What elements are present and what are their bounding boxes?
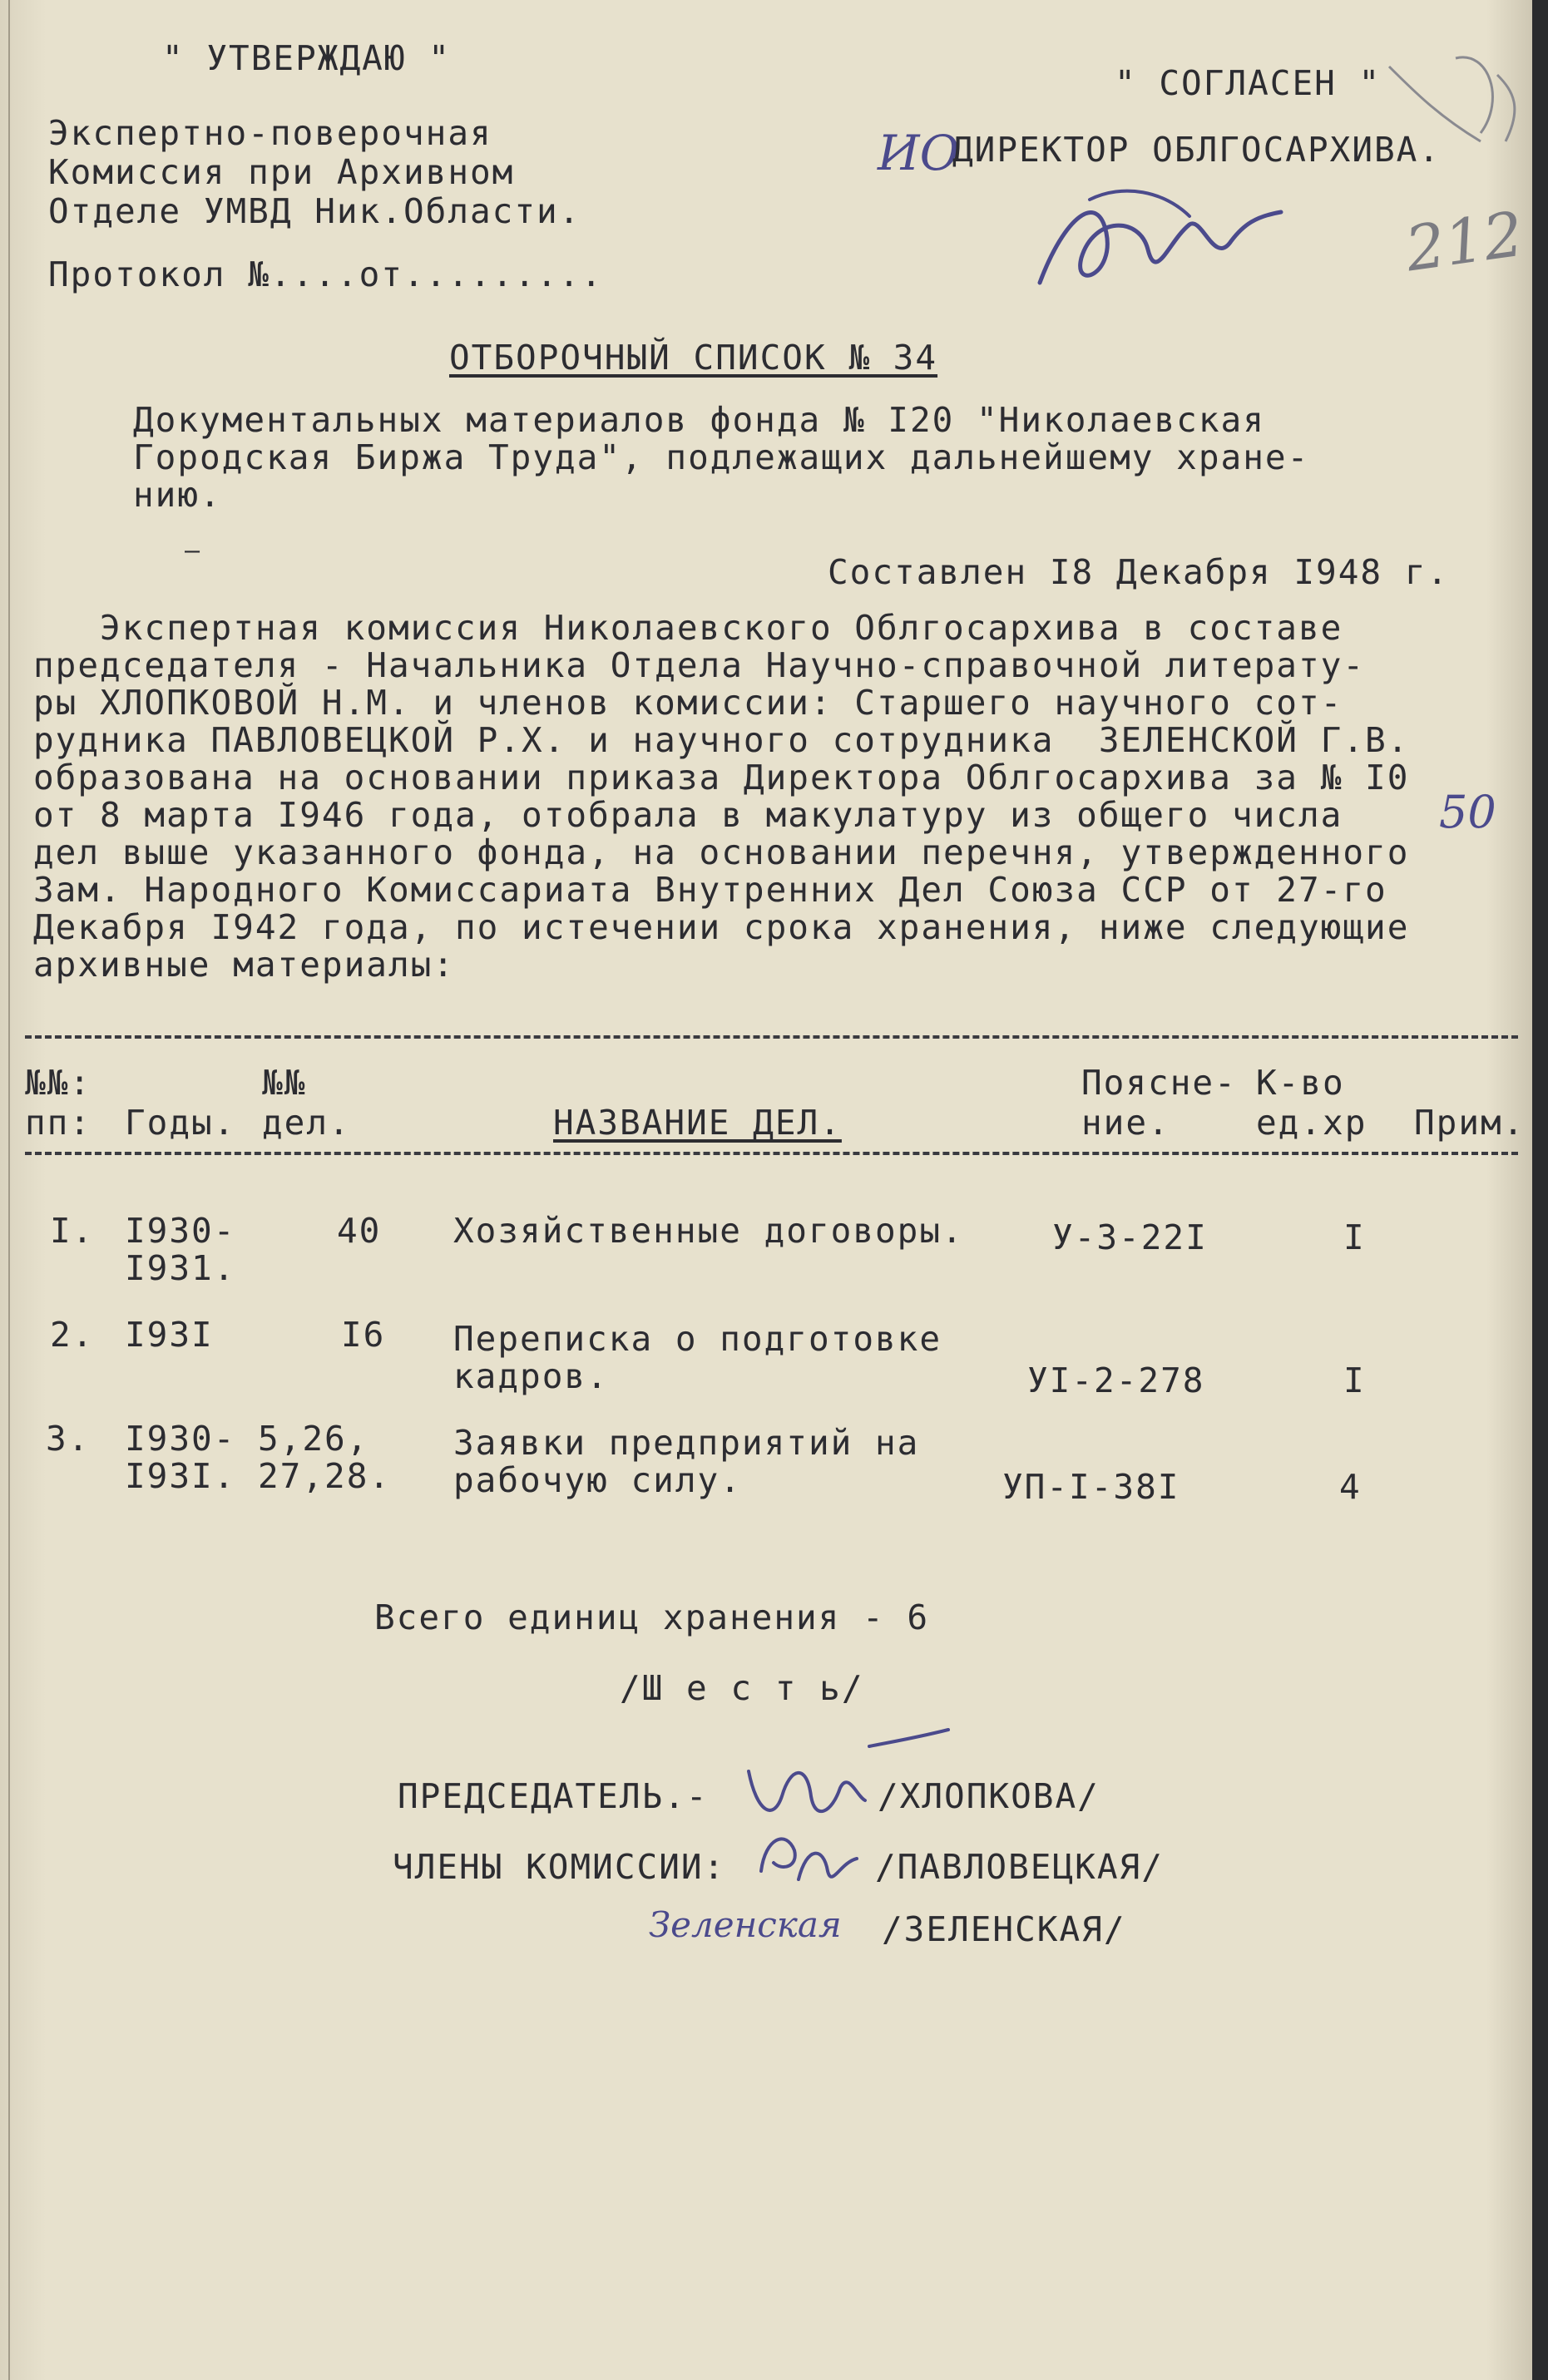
row2-case-no: I6 (341, 1315, 386, 1355)
row2-num: 2. (50, 1315, 95, 1355)
body-line-2: председателя - Начальника Отдела Научно-справочной литерату- (33, 645, 1366, 685)
table-header-rule (25, 1152, 1518, 1155)
header-num-2: пп: (25, 1103, 92, 1143)
row2-name-1: Переписка о подготовке (453, 1319, 942, 1359)
member2-handwritten-signature: Зеленская (649, 1904, 842, 1945)
dash-mark: — (185, 536, 202, 565)
chairman-name: /ХЛОПКОВА/ (878, 1776, 1100, 1816)
body-line-10: архивные материалы: (33, 945, 455, 985)
date-line: Составлен I8 Декабря I948 г. (828, 552, 1450, 592)
total-words: /Ш е с т ь/ (620, 1668, 864, 1708)
row3-name-2: рабочую силу. (453, 1460, 742, 1500)
header-case-no-1: №№ (262, 1063, 307, 1103)
member1-signature (749, 1813, 865, 1904)
director-signature (1023, 166, 1298, 316)
subtitle-line-2: Городская Биржа Труда", подлежащих дальнейшему хране- (133, 437, 1310, 477)
header-note-1: Поясне- (1081, 1063, 1237, 1103)
table-top-rule (25, 1035, 1518, 1039)
approve-org-line-1: Экспертно-поверочная (48, 113, 492, 153)
row2-qty: I (1343, 1360, 1366, 1400)
approve-org-line-2: Комиссия при Архивном (48, 152, 515, 192)
chairman-label: ПРЕДСЕДАТЕЛЬ.- (398, 1776, 709, 1816)
header-qty-2: ед.хр (1256, 1103, 1367, 1143)
row3-years-1: I930- (125, 1419, 236, 1459)
row1-num: I. (50, 1211, 95, 1251)
header-qty-1: К-во (1256, 1063, 1345, 1103)
approve-title: " УТВЕРЖДАЮ " (162, 38, 451, 78)
row3-note: УП-I-38I (1002, 1467, 1180, 1507)
header-remark: Прим. (1414, 1103, 1526, 1143)
handwritten-count: 50 (1439, 786, 1496, 838)
body-line-8: Зам. Народного Комиссариата Внутренних Дел Союза ССР от 27-го (33, 870, 1387, 910)
row2-name-2: кадров. (453, 1356, 609, 1396)
protocol-line: Протокол №....от......... (48, 254, 604, 294)
body-line-4: рудника ПАВЛОВЕЦКОЙ Р.Х. и научного сотрудника ЗЕЛЕНСКОЙ Г.В. (33, 720, 1410, 760)
subtitle-line-1: Документальных материалов фонда № I20 "Николаевская (133, 400, 1265, 440)
page-number: 212 (1401, 198, 1528, 286)
header-note-2: ние. (1081, 1103, 1170, 1143)
header-name: НАЗВАНИЕ ДЕЛ. (553, 1103, 842, 1143)
agree-prefix-handwritten: ИО (878, 125, 960, 181)
row1-note: У-3-22I (1052, 1217, 1208, 1257)
body-line-9: Декабря I942 года, по истечении срока хранения, ниже следующие (33, 907, 1410, 947)
body-line-1: Экспертная комиссия Николаевского Облгосархива в составе (33, 608, 1343, 648)
body-line-6: от 8 марта I946 года, отобрала в макулатуру из общего числа (33, 795, 1343, 835)
body-line-3: ры ХЛОПКОВОЙ Н.М. и членов комиссии: Старшего научного сот- (33, 683, 1343, 723)
agree-position: ДИРЕКТОР ОБЛГОСАРХИВА. (952, 130, 1442, 170)
agree-title: " СОГЛАСЕН " (1115, 63, 1382, 103)
row1-qty: I (1343, 1217, 1366, 1257)
row3-case-no-1: 5,26, (258, 1419, 369, 1459)
row3-name-1: Заявки предприятий на (453, 1423, 920, 1463)
members-label: ЧЛЕНЫ КОМИССИИ: (393, 1847, 726, 1887)
pencil-mark (1381, 42, 1531, 166)
row2-note: УI-2-278 (1027, 1360, 1205, 1400)
approve-org-line-3: Отделе УМВД Ник.Области. (48, 191, 581, 231)
row1-years-1: I930- (125, 1211, 236, 1251)
body-line-5: образована на основании приказа Директора Облгосархива за № I0 (33, 758, 1410, 797)
header-num-1: №№: (25, 1063, 92, 1103)
member2-name: /ЗЕЛЕНСКАЯ/ (882, 1909, 1126, 1949)
member1-name: /ПАВЛОВЕЦКАЯ/ (875, 1847, 1164, 1887)
header-case-no-2: дел. (262, 1103, 351, 1143)
page-fold-line (8, 0, 10, 2380)
row3-case-no-2: 27,28. (258, 1456, 392, 1496)
row3-qty: 4 (1339, 1467, 1362, 1507)
total-line: Всего единиц хранения - 6 (374, 1597, 930, 1637)
subtitle-line-3: нию. (133, 475, 222, 515)
document-title: ОТБОРОЧНЫЙ СПИСОК № 34 (449, 338, 938, 378)
body-line-7: дел выше указанного фонда, на основании перечня, утвержденного (33, 832, 1410, 872)
row1-name: Хозяйственные договоры. (453, 1211, 964, 1251)
header-years: Годы. (125, 1103, 236, 1143)
row3-years-2: I93I. (125, 1456, 236, 1496)
row1-years-2: I931. (125, 1248, 236, 1288)
row2-years: I93I (125, 1315, 214, 1355)
row3-num: 3. (46, 1419, 91, 1459)
row1-case-no: 40 (337, 1211, 382, 1251)
